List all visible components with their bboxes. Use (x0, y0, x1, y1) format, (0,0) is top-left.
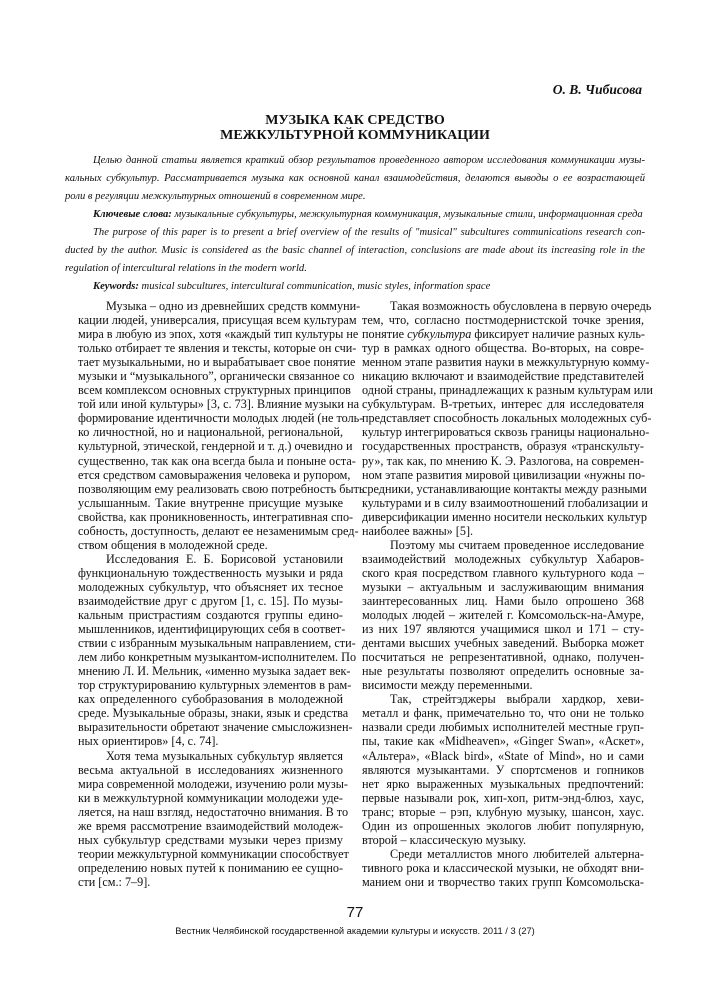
body-line: Хотя тема музыкальных субкультур является (106, 748, 343, 763)
body-line: посчитаться не репрезентативной, однако, получен- (362, 650, 644, 665)
body-line: субкультурам. В-третьих, интерес для исследователя (362, 397, 644, 412)
journal-footer: Вестник Челябинской государственной академии культуры и искусств. 2011 / 3 (27) (175, 926, 535, 936)
body-line: мнению Л. И. Мельник, «именно музыка задает век- (78, 664, 351, 679)
abstract-en-line: ducted by the author. Music is considered as the basic channel of interaction, conclusions are made about its increasing role in the (65, 245, 645, 256)
body-left-column (78, 299, 365, 889)
body-line: Исследования Е. Б. Борисовой установили (106, 551, 343, 566)
body-line: существенно, так как она всегда была и поныне оста- (78, 453, 356, 468)
keywords-en (65, 278, 645, 296)
body-line: сти [см.: 7–9]. (78, 874, 151, 889)
abstract-ru-line: роли в регуляции межкультурных отношений в современном мире. (65, 191, 366, 202)
body-line: теории межкультурной коммуникации способствует (78, 846, 349, 861)
body-line: пы, такие как «Midheaven», «Ginger Swan», «Аскет», (362, 734, 644, 749)
body-line: дентами высших учебных заведений. Выборка может (362, 636, 644, 651)
body-text: понятие (362, 327, 408, 342)
term-subculture: субкультура (407, 327, 472, 342)
body-line: взаимодействий молодежных субкультур Хабаров- (362, 551, 644, 566)
body-line: функциональную тождественность музыки и ряда (78, 565, 343, 580)
body-line: культурами и в силу взаимоотношений глобализации и (362, 495, 648, 510)
body-line: из них 197 являются учащимися школ и 171 – сту- (362, 622, 644, 637)
body-line: культур интегрироваться сквозь границы национально- (362, 425, 650, 440)
body-line: ных субкультур средствами музыки через призму (78, 832, 343, 847)
body-right-column (362, 299, 653, 889)
body-line: манием они и творчество таких групп Комсомольска- (362, 874, 644, 889)
body-line: позволяющим ему реализовать свою потребность быть (78, 481, 365, 496)
body-line: ном этапе развития мировой цивилизации «нужны по- (362, 467, 646, 482)
body-line: собность, доступность, делают ее незаменимым сред- (78, 523, 359, 538)
body-line: формирование идентичности молодых людей (не толь- (78, 411, 364, 426)
body-line: культурной, этической, гендерной и т. д.) очевидно и (78, 439, 353, 454)
body-line: молодежных субкультур, что объясняет их тесное (78, 579, 343, 594)
body-line: Так, стрейтэджеры выбрали хардкор, хеви- (390, 692, 644, 707)
body-line: же время рассмотрение взаимодействий молодеж- (78, 818, 343, 833)
body-line: кальным пристрастиям создаются группы едино- (78, 608, 343, 623)
keywords-ru (65, 206, 645, 224)
body-line (362, 327, 644, 341)
body-line: услышанным. Такие внутренне присущие музыке (78, 495, 343, 510)
abstract-ru-line: Целью данной статьи является краткий обзор результатов проведенного автором исследования коммуникации музы- (93, 155, 645, 166)
body-line: никацию включают и взаимодействие представителей (362, 369, 644, 384)
body-line: средники, устанавливающие контакты между разными (362, 481, 647, 496)
body-text: фиксирует наличие разных куль- (471, 327, 645, 342)
body-line: Один из опрошенных экологов любит популярную, (362, 818, 644, 833)
body-line: взаимодействие друг с другом [1, с. 15]. По музы- (78, 593, 343, 608)
body-line: мышленников, идентифицирующих себя в соответ- (78, 622, 346, 637)
body-line: Музыка – одно из древнейших средств коммуни- (106, 299, 361, 313)
abstract-en-line: regulation of intercultural relations in the modern world. (65, 263, 307, 274)
page-number: 77 (346, 904, 364, 921)
body-line: тор структурированию культурных элементов в рам- (78, 678, 352, 693)
body-line: наиболее важны» [5]. (362, 523, 474, 538)
title-line-2: МЕЖКУЛЬТУРНОЙ КОММУНИКАЦИИ (220, 128, 490, 143)
body-line: тур в рамках одного общества. Во-вторых, на совре- (362, 341, 644, 356)
body-line: выразительности обретают значение смысложизнен- (78, 720, 353, 735)
author-name: О. В. Чибисова (552, 82, 642, 97)
body-line: ру», так как, по мнению К. Э. Разлогова, на современ- (362, 453, 644, 468)
body-line: ствии с избранным музыкальным направлением, сти- (78, 636, 356, 651)
body-line: музыки и “музыкального”, органически связанное со (78, 369, 355, 384)
body-line: свойства, как проникновенность, интегративная спо- (78, 509, 354, 524)
body-line: второй – классическую музыку. (362, 832, 527, 847)
body-line: тает музыкальными, но и вырабатывает свое понятие (78, 355, 356, 370)
body-line: металл и фанк, примечательно то, что они не только (362, 706, 644, 721)
abstract-russian (65, 152, 645, 224)
title-line-1: МУЗЫКА КАК СРЕДСТВО (265, 113, 445, 128)
body-line: определению новых путей к пониманию ее сущно- (78, 860, 344, 875)
abstract-ru-line: кальных субкультур. Рассматривается музыка как основной канал взаимодействия, делаются выводы о ее возрастающей (65, 173, 645, 184)
keywords-ru-text: музыкальные субкультуры, межкультурная коммуникация, музыкальные стили, информационная среда (171, 209, 643, 220)
body-line: являются музыкантами. У спортсменов и гопников (362, 762, 644, 777)
body-line: одной страны, принадлежащих к разным культурам или (362, 383, 653, 398)
body-line: ко личностной, но и национальной, региональной, (78, 425, 343, 440)
keywords-ru-label: Ключевые слова: (93, 209, 172, 220)
body-line: молодых людей – жителей г. Комсомольск-на-Амуре, (362, 608, 644, 623)
abstract-en-line: The purpose of this paper is to present a brief overview of the results of "musical" subcultures communications research con- (93, 227, 645, 238)
body-line: мира современной молодежи, изучению роли музы- (78, 776, 348, 791)
body-line: «Альтера», «Black bird», «State of Mind», но и сами (362, 748, 644, 763)
body-line: среде. Музыкальные образы, знаки, язык и средства (78, 706, 349, 721)
body-line: ных ориентиров» [4, с. 74]. (78, 734, 219, 749)
body-line: тем, что, согласно постмодернистской точке зрения, (362, 313, 644, 328)
body-line: транс; вторые – рэп, клубную музыку, шансон, хаус. (362, 804, 644, 819)
body-line: кации людей, универсалия, присущая всем культурам (78, 313, 357, 328)
body-line: Среди металлистов много любителей альтерна- (390, 846, 644, 861)
body-line: весьма актуальной в исследованиях жизненного (78, 762, 343, 777)
body-line: висимости между переменными. (362, 678, 533, 693)
body-line: ством общения в молодежной среде. (78, 537, 268, 552)
body-line: диверсификации именно носители нескольких культур (362, 509, 648, 524)
body-line: заинтересованных лиц. Нами было опрошено 368 (362, 593, 644, 608)
article-title (0, 113, 710, 143)
body-line: первые называли рок, хип-хоп, ритм-энд-блюз, хаус, (362, 790, 644, 805)
body-line: ки в межкультурной коммуникации молодежи уде- (78, 790, 343, 805)
body-line: только отбирает те явления и тексты, которые он счи- (78, 341, 357, 356)
body-line: лем либо конкретным музыкантом-исполнителем. По (78, 650, 357, 665)
body-line: мира в любую из эпох, хотя «каждый тип культуры не (78, 327, 359, 342)
body-line: ляется, на наш взгляд, недостаточно внимания. В то (78, 804, 349, 819)
body-line: ского края посредством главного культурного кода – (362, 565, 644, 580)
keywords-en-label: Keywords: (93, 281, 139, 292)
body-line: Такая возможность обусловлена в первую очередь (390, 299, 652, 313)
keywords-en-text: musical subcultures, intercultural communication, music styles, information space (138, 281, 491, 292)
body-line: ках определенного субобразования в молодежной (78, 692, 343, 707)
body-line: музыки – актуальным и заслуживающим внимания (362, 579, 644, 594)
body-line: менном этапе развития науки в межкультурную комму- (362, 355, 650, 370)
body-line: нет ярко выраженных музыкальных предпочтений: (362, 776, 644, 791)
body-line: всем комплексом основных структурных принципов (78, 383, 351, 398)
body-line: той или иной культуры» [3, с. 73]. Влияние музыки на (78, 397, 360, 412)
body-line: представляет способность локальных молодежных суб- (362, 411, 652, 426)
abstract-english (65, 224, 645, 296)
body-line: государственных пространств, образуя «транскульту- (362, 439, 644, 454)
body-line: Поэтому мы считаем проведенное исследование (390, 537, 644, 552)
body-line: тивного рока и классической музыки, не обходят вни- (362, 860, 644, 875)
body-line: ные результаты позволяют определить основные за- (362, 664, 644, 679)
body-line: назвали среди любимых исполнителей местные груп- (362, 720, 644, 735)
body-line: ется средством самовыражения человека и рупором, (78, 467, 351, 482)
